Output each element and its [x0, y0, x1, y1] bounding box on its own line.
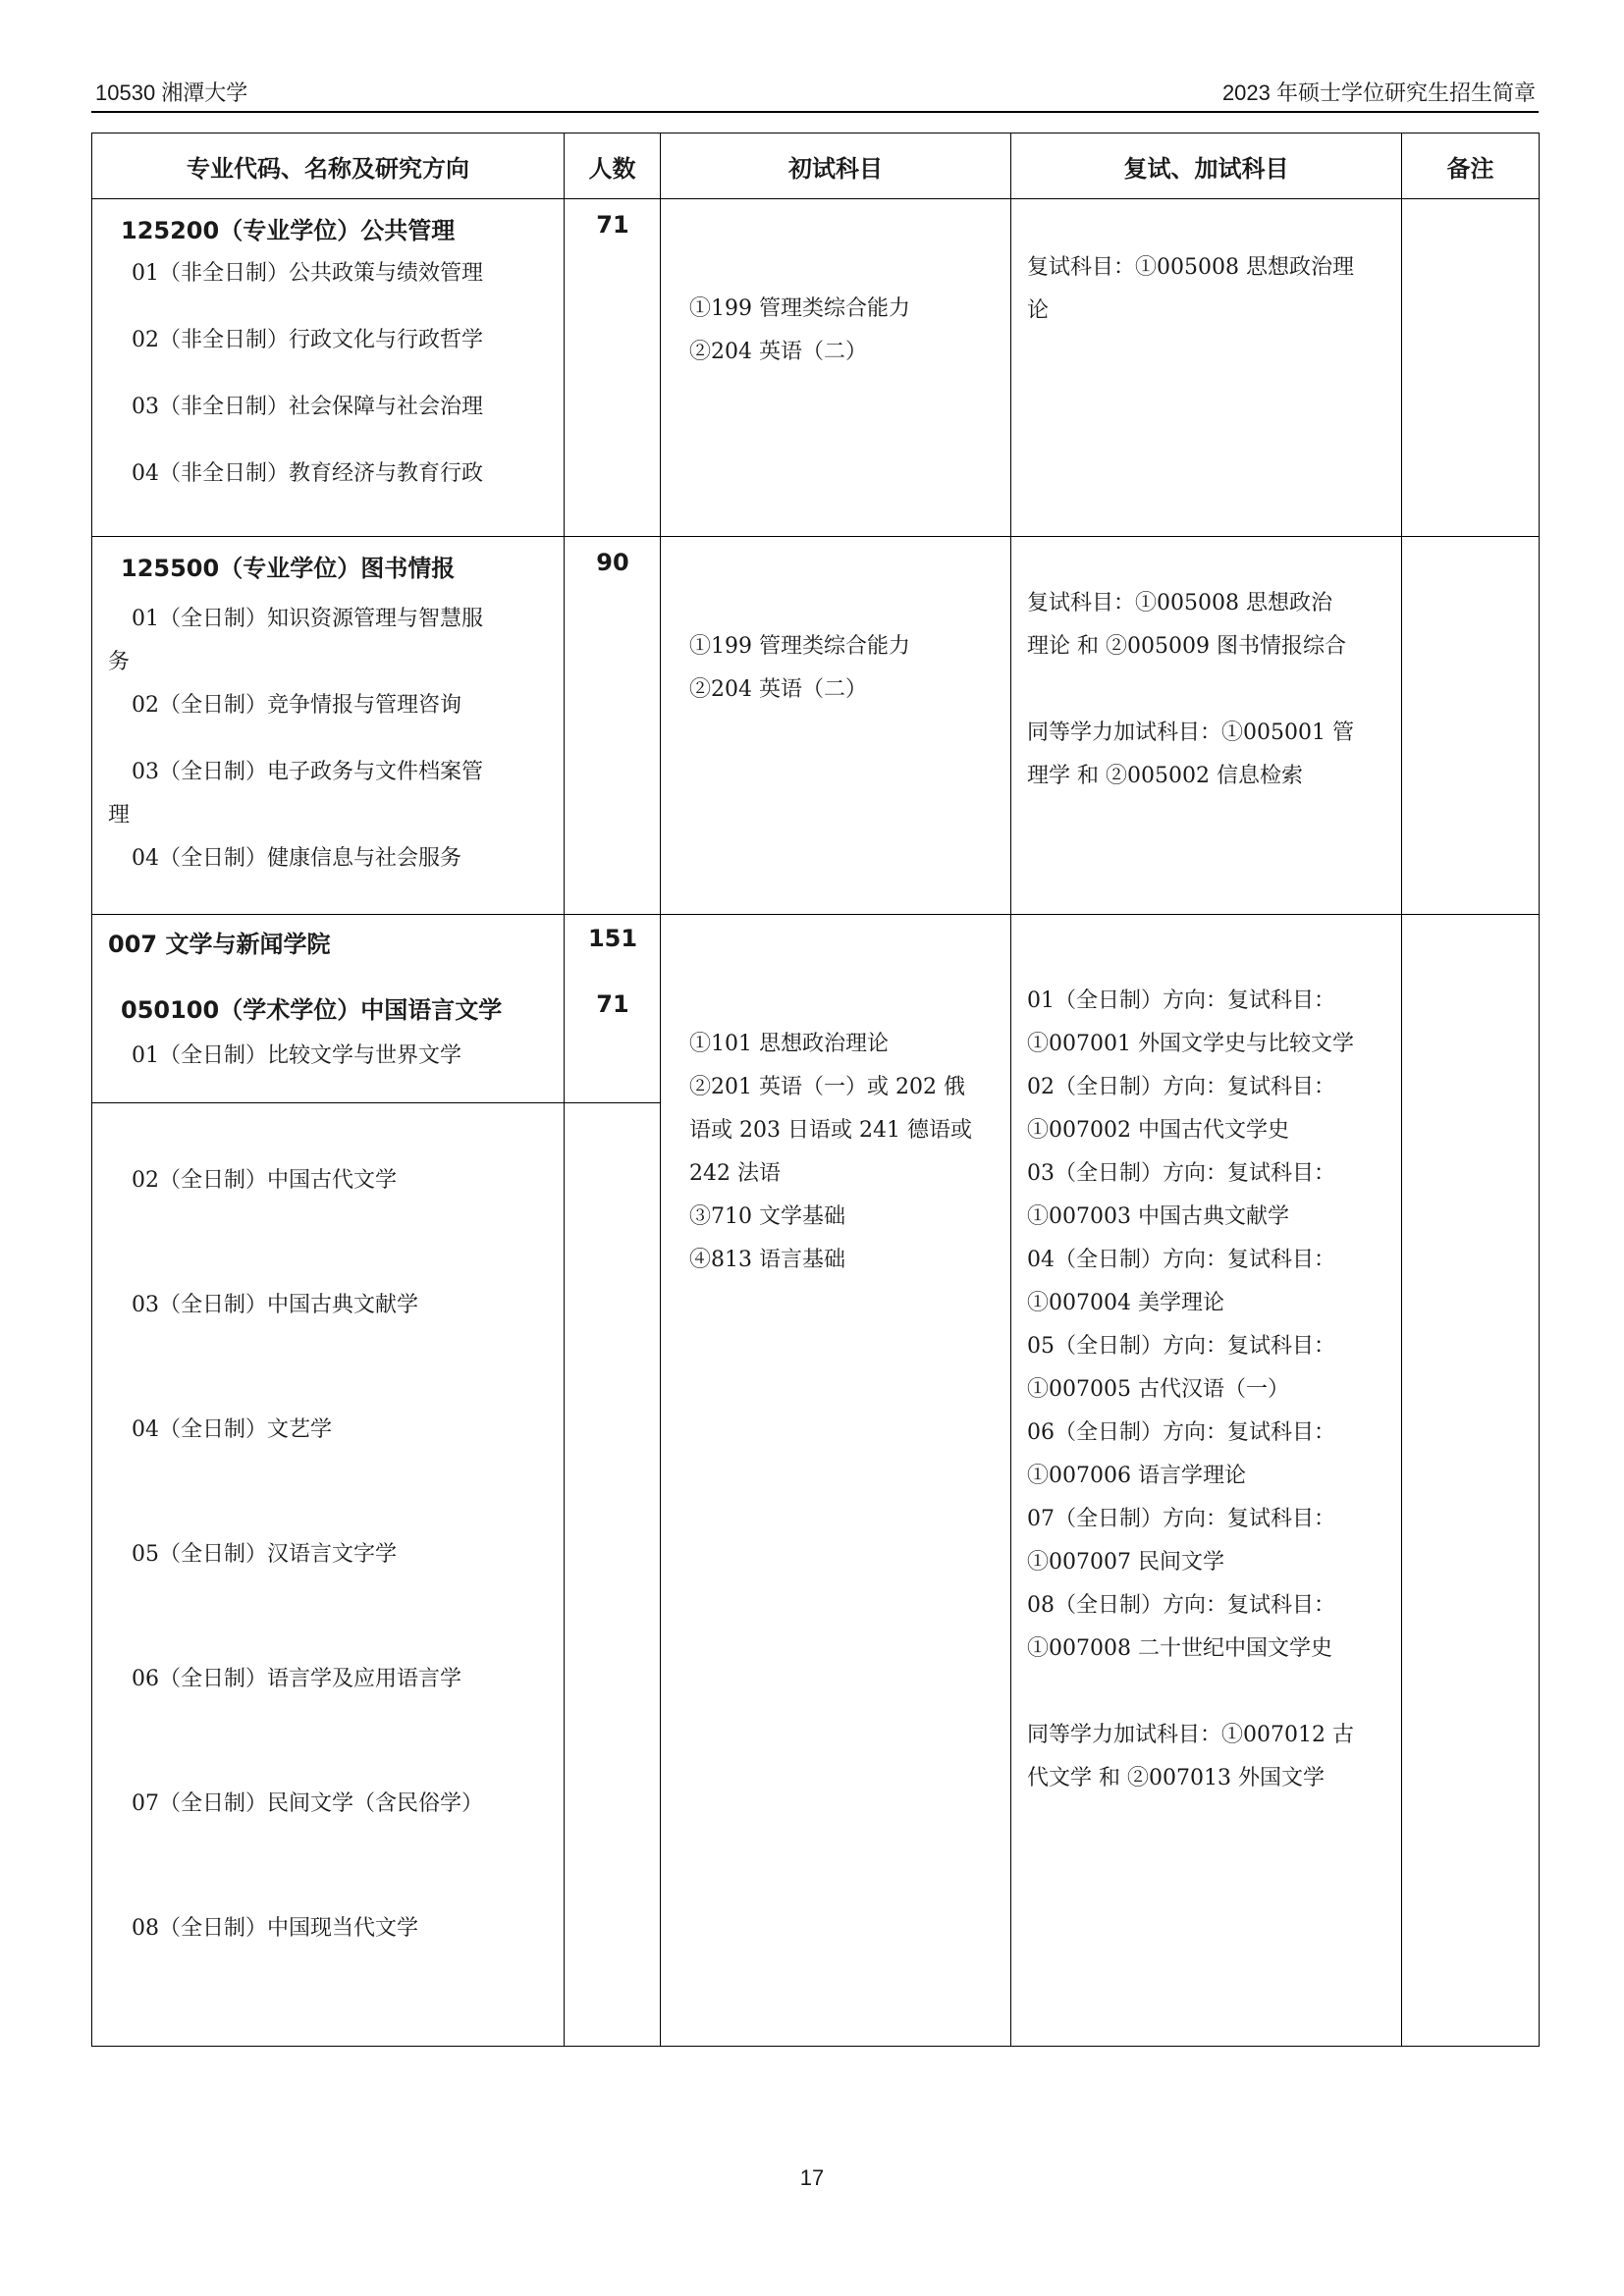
- remarks-cell: [1402, 537, 1540, 915]
- count-cell: [565, 199, 661, 537]
- retest-line: 代文学 和 ②007013 外国文学: [1027, 1766, 1325, 1790]
- retest-line: 论: [1027, 298, 1050, 323]
- exam-cell: [661, 199, 1011, 537]
- retest-line: 07（全日制）方向：复试科目：: [1027, 1507, 1335, 1531]
- retest-line: 复试科目：①005008 思想政治: [1027, 591, 1332, 615]
- exam-subject: ②201 英语（一）或 202 俄: [689, 1075, 965, 1099]
- direction-item: 01（全日制）比较文学与世界文学: [132, 1043, 461, 1068]
- major-cell: [92, 537, 565, 915]
- retest-line: ①007001 外国文学史与比较文学: [1027, 1032, 1354, 1056]
- remarks-cell: [1402, 915, 1540, 2047]
- retest-line: ①007007 民间文学: [1027, 1550, 1224, 1575]
- direction-item: 02（全日制）竞争情报与管理咨询: [132, 693, 461, 718]
- direction-item: 07（全日制）民间文学（含民俗学）: [132, 1791, 483, 1816]
- admission-table: [91, 133, 1540, 2047]
- header-rule: [91, 111, 1539, 113]
- direction-item: 务: [108, 650, 131, 674]
- table-header-row: [92, 133, 1540, 199]
- college-title: 007 文学与新闻学院: [108, 931, 331, 958]
- count-value: 90: [596, 549, 629, 576]
- retest-line: 05（全日制）方向：复试科目：: [1027, 1334, 1335, 1359]
- retest-line: 复试科目：①005008 思想政治理: [1027, 255, 1354, 280]
- major-title: 125200（专业学位）公共管理: [121, 217, 456, 244]
- table-row: [92, 537, 1540, 915]
- retest-cell: [1011, 199, 1402, 537]
- direction-item: 04（全日制）文艺学: [132, 1417, 332, 1442]
- direction-item: 06（全日制）语言学及应用语言学: [132, 1667, 461, 1691]
- retest-line: 01（全日制）方向：复试科目：: [1027, 988, 1335, 1013]
- major-title: 125500（专业学位）图书情报: [121, 555, 456, 582]
- exam-subject: ③710 文学基础: [689, 1204, 845, 1229]
- retest-line: 03（全日制）方向：复试科目：: [1027, 1161, 1335, 1186]
- retest-line: 04（全日制）方向：复试科目：: [1027, 1248, 1335, 1272]
- col-header-major: 专业代码、名称及研究方向: [92, 133, 565, 199]
- college-row-spacer: [565, 915, 660, 969]
- col-header-exam: 初试科目: [661, 133, 1011, 199]
- major-cell: [92, 199, 565, 537]
- direction-item: 02（非全日制）行政文化与行政哲学: [132, 328, 483, 352]
- retest-line: ①007002 中国古代文学史: [1027, 1118, 1289, 1143]
- college-row-divider: [91, 1102, 661, 1103]
- count-cell: [565, 537, 661, 915]
- direction-item: 03（全日制）中国古典文献学: [132, 1293, 418, 1317]
- direction-item: 02（全日制）中国古代文学: [132, 1168, 397, 1193]
- retest-line: 理论 和 ②005009 图书情报综合: [1027, 634, 1346, 659]
- exam-subject: ②204 英语（二）: [689, 340, 867, 364]
- retest-line: ①007006 语言学理论: [1027, 1464, 1246, 1488]
- table-row: [92, 199, 1540, 537]
- exam-subject: 语或 203 日语或 241 德语或: [689, 1118, 972, 1143]
- col-header-retest: 复试、加试科目: [1011, 133, 1402, 199]
- retest-line: ①007004 美学理论: [1027, 1291, 1224, 1315]
- retest-line: 理学 和 ②005002 信息检索: [1027, 764, 1303, 788]
- direction-item: 03（非全日制）社会保障与社会治理: [132, 395, 483, 419]
- major-title: 050100（学术学位）中国语言文学: [121, 996, 503, 1024]
- exam-cell: [661, 537, 1011, 915]
- direction-item: 03（全日制）电子政务与文件档案管: [132, 760, 483, 784]
- direction-item: 01（全日制）知识资源管理与智慧服: [132, 607, 483, 631]
- retest-line: ①007003 中国古典文献学: [1027, 1204, 1289, 1229]
- retest-line: 同等学力加试科目：①007012 古: [1027, 1723, 1354, 1747]
- page-number: 17: [799, 2165, 825, 2190]
- col-header-count: 人数: [565, 133, 661, 199]
- direction-item: 04（非全日制）教育经济与教育行政: [132, 461, 483, 486]
- count-value: 71: [596, 990, 629, 1018]
- direction-item: 05（全日制）汉语言文字学: [132, 1542, 397, 1567]
- col-header-remarks: 备注: [1402, 133, 1540, 199]
- retest-line: ①007008 二十世纪中国文学史: [1027, 1636, 1332, 1661]
- retest-line: 02（全日制）方向：复试科目：: [1027, 1075, 1335, 1099]
- direction-item: 01（非全日制）公共政策与绩效管理: [132, 261, 483, 286]
- direction-item: 08（全日制）中国现当代文学: [132, 1916, 418, 1941]
- count-cell: [565, 915, 661, 2047]
- retest-line: ①007005 古代汉语（一）: [1027, 1377, 1289, 1402]
- retest-cell: [1011, 915, 1402, 2047]
- retest-line: 同等学力加试科目：①005001 管: [1027, 721, 1354, 745]
- retest-cell: [1011, 537, 1402, 915]
- table-row: [92, 915, 1540, 2047]
- header-doc-title: 2023 年硕士学位研究生招生简章: [1221, 80, 1536, 105]
- exam-cell: [661, 915, 1011, 2047]
- exam-subject: 242 法语: [689, 1161, 781, 1186]
- exam-subject: ①199 管理类综合能力: [689, 296, 910, 321]
- remarks-cell: [1402, 199, 1540, 537]
- exam-subject: ②204 英语（二）: [689, 677, 867, 702]
- exam-subject: ①101 思想政治理论: [689, 1032, 889, 1056]
- direction-item: 04（全日制）健康信息与社会服务: [132, 846, 461, 871]
- exam-subject: ④813 语言基础: [689, 1248, 845, 1272]
- exam-subject: ①199 管理类综合能力: [689, 634, 910, 659]
- major-cell: [92, 915, 565, 2047]
- count-value: 71: [596, 211, 629, 239]
- retest-line: 08（全日制）方向：复试科目：: [1027, 1593, 1335, 1618]
- header-school: 10530 湘潭大学: [95, 80, 248, 105]
- college-count-value: 151: [587, 925, 638, 952]
- retest-line: 06（全日制）方向：复试科目：: [1027, 1420, 1335, 1445]
- direction-item: 理: [108, 803, 131, 828]
